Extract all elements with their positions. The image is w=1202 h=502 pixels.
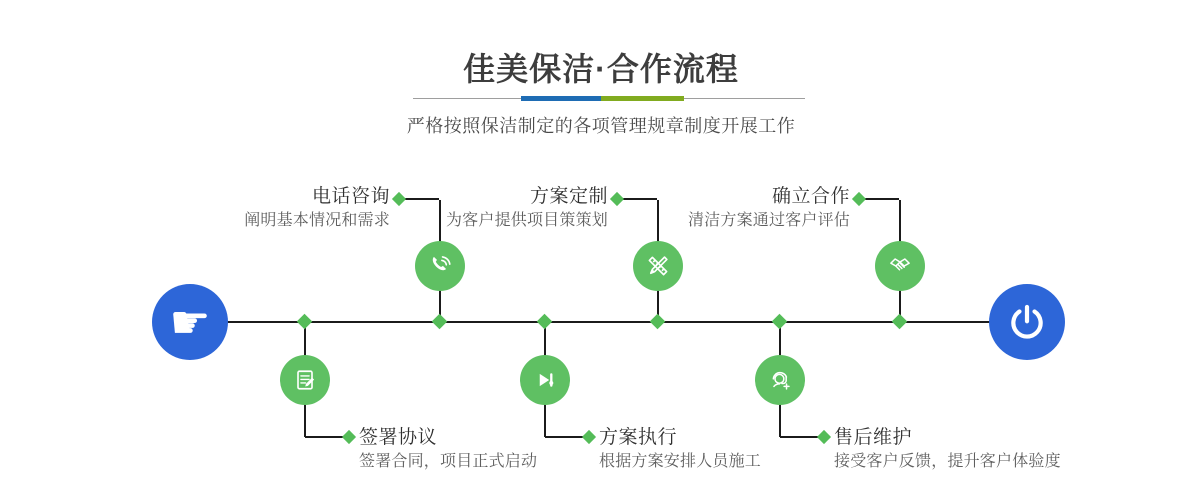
connector-horizontal <box>403 198 439 200</box>
step-title: 售后维护 <box>834 427 913 448</box>
step-desc: 接受客户反馈，提升客户体验度 <box>834 453 1061 470</box>
label-diamond <box>817 430 831 444</box>
timeline-end-node <box>989 284 1065 360</box>
play-icon <box>531 366 559 394</box>
step-title: 方案执行 <box>599 427 678 448</box>
timeline-diamond <box>772 314 788 330</box>
connector-horizontal <box>863 198 899 200</box>
timeline-diamond <box>650 314 666 330</box>
step-node-sign-agreement <box>280 355 330 405</box>
timeline-diamond <box>432 314 448 330</box>
step-node-establish-cooperation <box>875 241 925 291</box>
label-diamond <box>342 430 356 444</box>
step-node-phone-consult <box>415 241 465 291</box>
contract-icon <box>291 366 319 394</box>
step-desc: 签署合同，项目正式启动 <box>359 453 538 470</box>
connector-horizontal <box>621 198 657 200</box>
step-label-establish-cooperation <box>688 186 850 231</box>
headset-plus-icon <box>766 366 794 394</box>
step-label-plan-customize <box>446 186 608 231</box>
step-node-plan-customize <box>633 241 683 291</box>
timeline-start-node <box>152 284 228 360</box>
step-node-plan-execute <box>520 355 570 405</box>
timeline-diamond <box>892 314 908 330</box>
handshake-icon <box>886 252 914 280</box>
title-divider-green-segment <box>601 96 684 101</box>
label-diamond <box>392 192 406 206</box>
step-label-plan-execute <box>599 427 761 472</box>
step-desc: 根据方案安排人员施工 <box>599 453 762 470</box>
connector-horizontal <box>545 436 583 438</box>
page-title: 佳美保洁·合作流程 <box>463 51 739 87</box>
step-node-after-sale <box>755 355 805 405</box>
label-diamond <box>610 192 624 206</box>
power-icon <box>1006 301 1048 343</box>
step-label-after-sale <box>834 427 1061 472</box>
pencil-ruler-icon <box>644 252 672 280</box>
label-diamond <box>852 192 866 206</box>
step-label-sign-agreement <box>359 427 537 472</box>
page-subtitle: 严格按照保洁制定的各项管理规章制度开展工作 <box>406 116 796 136</box>
step-title: 电话咨询 <box>311 186 390 207</box>
step-label-phone-consult <box>244 186 390 231</box>
step-desc: 为客户提供项目策策划 <box>445 212 608 229</box>
step-title: 确立合作 <box>771 186 850 207</box>
timeline-diamond <box>297 314 313 330</box>
timeline-diamond <box>537 314 553 330</box>
step-title: 方案定制 <box>529 186 608 207</box>
title-divider-blue-segment <box>521 96 601 101</box>
step-title: 签署协议 <box>359 427 438 448</box>
step-desc: 阐明基本情况和需求 <box>244 212 390 229</box>
phone-icon <box>426 252 454 280</box>
connector-horizontal <box>780 436 818 438</box>
connector-horizontal <box>305 436 343 438</box>
step-desc: 清洁方案通过客户评估 <box>687 212 850 229</box>
label-diamond <box>582 430 596 444</box>
pointing-hand-icon: ☛ <box>169 295 211 349</box>
